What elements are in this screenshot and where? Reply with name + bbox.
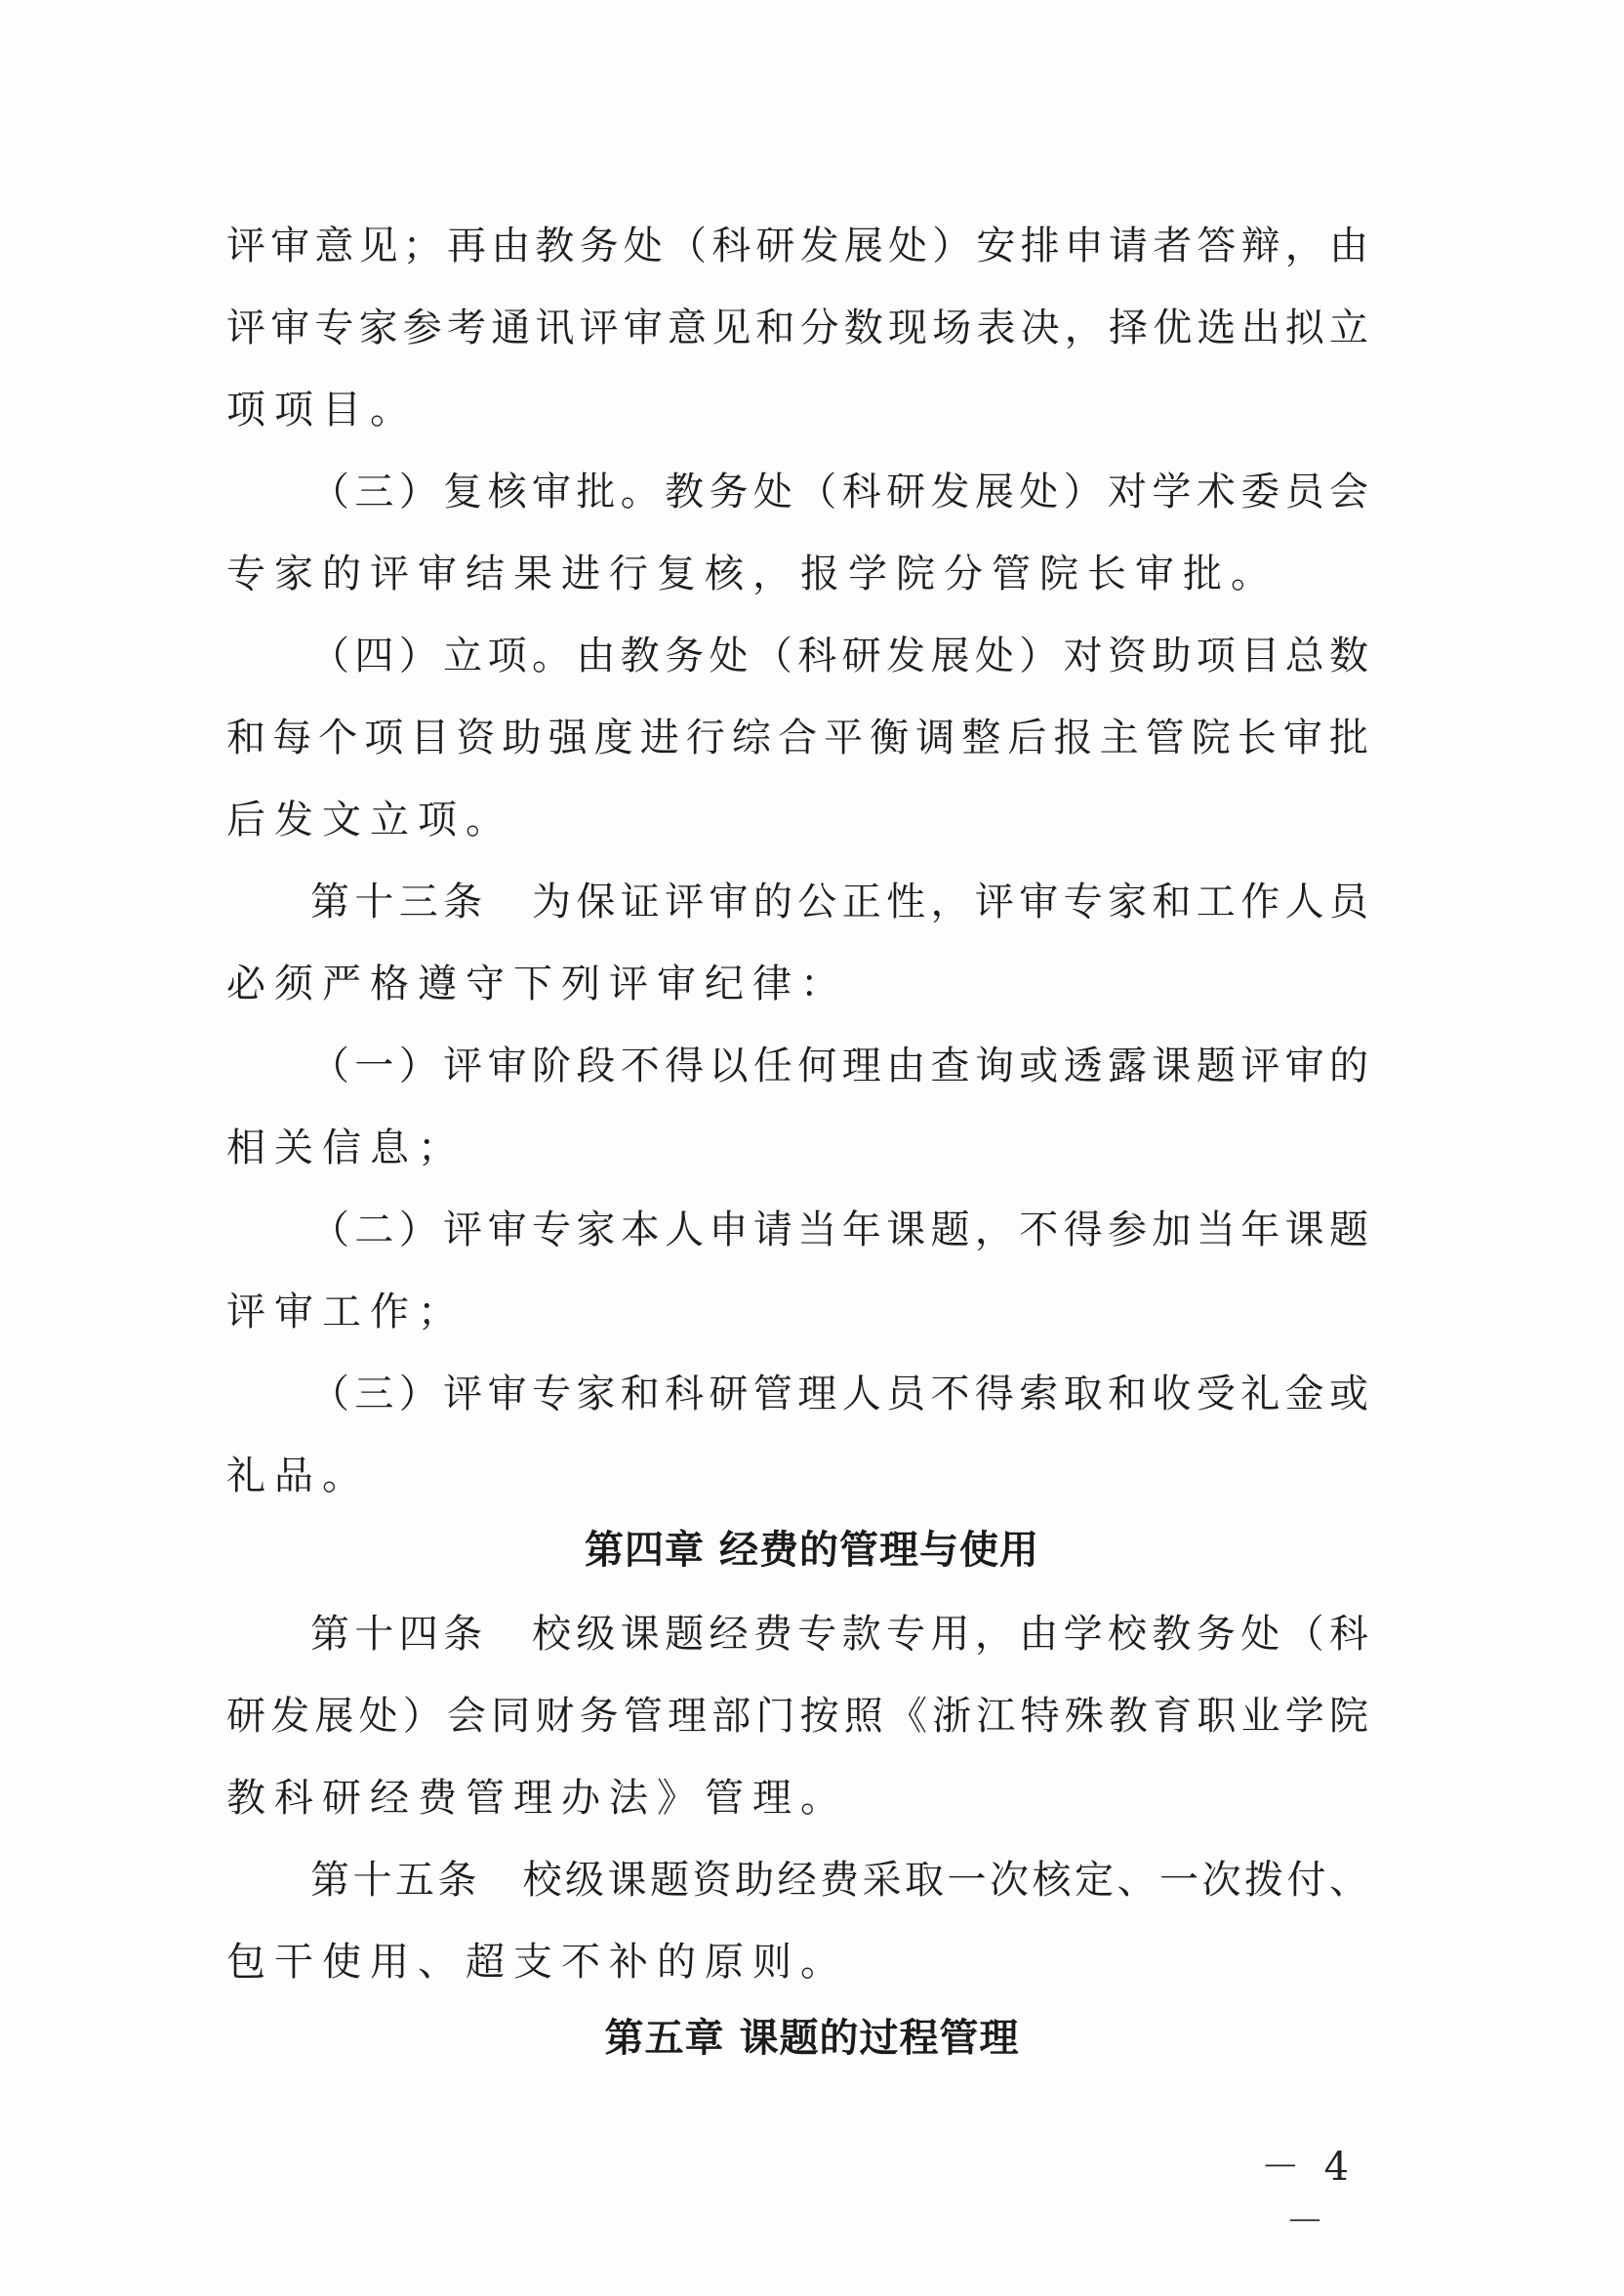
body-line: 教科研经费管理办法》管理。: [226, 1776, 848, 1821]
body-line: （四）立项。由教务处（科研发展处）对资助项目总数: [310, 634, 1368, 678]
article-15-line: 第十五条 校级课题资助经费采取一次核定、一次拨付、: [310, 1858, 1368, 1903]
body-line: （三）评审专家和科研管理人员不得索取和收受礼金或: [310, 1372, 1368, 1416]
body-line: （一）评审阶段不得以任何理由查询或透露课题评审的: [310, 1044, 1368, 1088]
article-13-line: 第十三条 为保证评审的公正性，评审专家和工作人员: [310, 880, 1368, 924]
body-line: 研发展处）会同财务管理部门按照《浙江特殊教育职业学院: [226, 1694, 1368, 1739]
page-number: － 4 －: [1260, 2145, 1356, 2244]
body-line: 包干使用、超支不补的原则。: [226, 1940, 848, 1985]
body-line: （三）复核审批。教务处（科研发展处）对学术委员会: [310, 470, 1368, 514]
chapter-4-heading: 第四章 经费的管理与使用: [585, 1528, 1039, 1573]
body-line: 评审专家参考通讯评审意见和分数现场表决，择优选出拟立: [226, 306, 1368, 350]
body-line: 必须严格遵守下列评审纪律：: [226, 962, 848, 1006]
chapter-5-heading: 第五章 课题的过程管理: [604, 2016, 1020, 2061]
body-line: 礼品。: [226, 1454, 370, 1498]
body-line: 和每个项目资助强度进行综合平衡调整后报主管院长审批: [226, 716, 1368, 760]
body-line: （二）评审专家本人申请当年课题，不得参加当年课题: [310, 1208, 1368, 1252]
body-line: 后发文立项。: [226, 798, 513, 842]
body-line: 相关信息；: [226, 1126, 466, 1170]
body-line: 评审意见；再由教务处（科研发展处）安排申请者答辩，由: [226, 224, 1368, 268]
body-line: 专家的评审结果进行复核，报学院分管院长审批。: [226, 552, 1279, 596]
body-line: 项项目。: [226, 388, 418, 432]
article-14-line: 第十四条 校级课题经费专款专用，由学校教务处（科: [310, 1612, 1368, 1657]
body-line: 评审工作；: [226, 1290, 466, 1334]
